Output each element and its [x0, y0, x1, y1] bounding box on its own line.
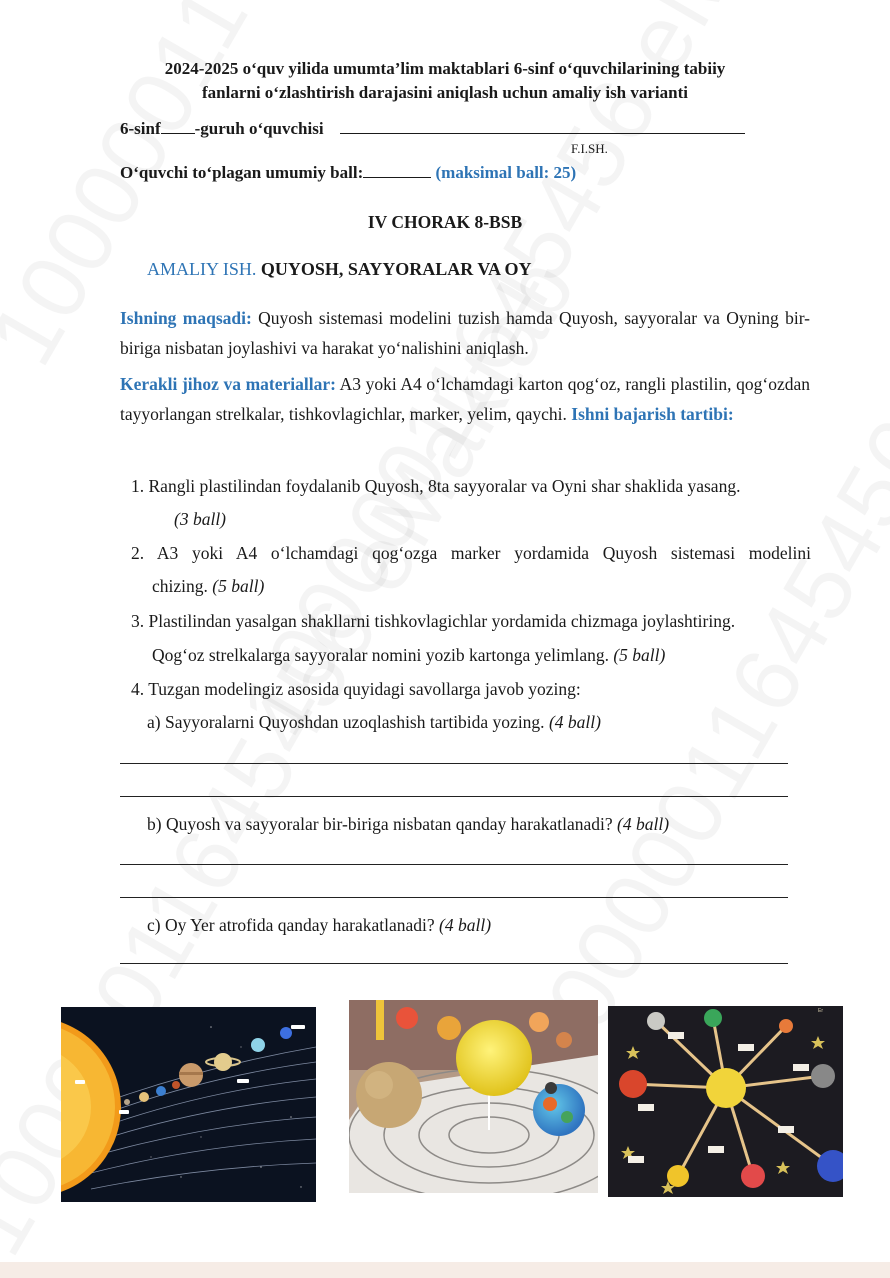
question-letter: a) [147, 712, 161, 732]
score-label: O‘quvchi to‘plagan umumiy ball: [120, 163, 364, 182]
worksheet-title-line-1: 2024-2025 o‘quv yilida umumta’lim maktablari 6-sinf o‘quvchilarining tabiiy [164, 59, 726, 78]
student-name-field[interactable] [340, 133, 745, 134]
step-text: Tuzgan modelingiz asosida quyidagi savollarga javob yozing: [148, 679, 581, 699]
step-2-cont [152, 574, 264, 598]
step-3 [131, 609, 735, 633]
question-points: (4 ball) [617, 814, 670, 834]
page-bottom-edge [0, 1262, 890, 1278]
materials-label: Kerakli jihoz va materiallar: [120, 374, 336, 394]
step-3-cont [152, 643, 665, 667]
answer-line[interactable] [120, 897, 788, 898]
question-text: Oy Yer atrofida qanday harakatlanadi? [164, 915, 435, 935]
step-points: (5 ball) [613, 645, 666, 665]
question-b [147, 812, 669, 836]
answer-line[interactable] [120, 963, 788, 964]
procedure-label: Ishni bajarish tartibi: [571, 404, 734, 424]
question-a [147, 710, 601, 734]
step-number: 4. [131, 679, 145, 699]
step-text: A3 yoki A4 o‘lchamdagi qog‘ozga marker yordamida Quyosh sistemasi modelini [156, 543, 811, 563]
image-label: Er [818, 1008, 823, 1014]
step-points: (5 ball) [212, 576, 265, 596]
step-number: 3. [131, 611, 145, 631]
max-score: (maksimal ball: 25) [435, 163, 577, 182]
step-text: Plastilindan yasalgan shakllarni tishkovlagichlar yordamida chizmaga joylashtiring. [148, 611, 736, 631]
group-number-field[interactable] [161, 133, 195, 134]
answer-line[interactable] [120, 763, 788, 764]
cardboard-model-photo [608, 1006, 843, 1197]
step-1 [131, 474, 740, 498]
step-4 [131, 677, 581, 701]
practical-heading [147, 259, 532, 280]
question-letter: c) [147, 915, 161, 935]
practical-label: AMALIY ISH. [147, 259, 257, 279]
answer-line[interactable] [120, 796, 788, 797]
materials-paragraph [120, 369, 810, 429]
question-c [147, 913, 491, 937]
materials-text: A3 yoki A4 o‘lchamdagi karton qog‘oz, rangli plastilin, qog‘ozdan tayyorlangan strelkalar, tishkovlagichlar, marker, yelim, qaychi. [120, 374, 810, 424]
step-text: Rangli plastilindan foydalanib Quyosh, 8ta sayyoralar va Oyni shar shaklida yasang. [148, 476, 741, 496]
step-text: Qog‘oz strelkalarga sayyoralar nomini yozib kartonga yelimlang. [152, 645, 609, 665]
score-field[interactable] [363, 177, 431, 178]
step-number: 1. [131, 476, 145, 496]
question-points: (4 ball) [439, 915, 492, 935]
quarter-heading: IV CHORAK 8-BSB [367, 212, 523, 232]
plasticine-model-photo [349, 1000, 598, 1193]
group-label: -guruh o‘quvchisi [194, 119, 324, 138]
step-number: 2. [131, 543, 145, 563]
answer-line[interactable] [120, 864, 788, 865]
practical-topic: QUYOSH, SAYYORALAR VA OY [260, 259, 532, 279]
fish-caption: F.I.SH. [571, 141, 608, 156]
score-row [120, 163, 576, 183]
goal-label: Ishning maqsadi: [120, 308, 252, 328]
goal-paragraph [120, 303, 810, 363]
goal-text: Quyosh sistemasi modelini tuzish hamda Quyosh, sayyoralar va Oyning bir-biriga nisbatan joylashivi va harakat yo‘nalishini aniqlash. [120, 308, 810, 358]
worksheet-title-line-2: fanlarni o‘zlashtirish darajasini aniqlash uchun amaliy ish varianti [201, 83, 688, 102]
question-letter: b) [147, 814, 162, 834]
step-1-points: (3 ball) [174, 509, 227, 529]
solar-system-diagram-photo [61, 1007, 316, 1202]
question-text: Quyosh va sayyoralar bir-biriga nisbatan qanday harakatlanadi? [165, 814, 613, 834]
question-text: Sayyoralarni Quyoshdan uzoqlashish tartibida yozing. [164, 712, 545, 732]
class-label: 6-sinf [120, 119, 161, 138]
step-2 [131, 541, 811, 565]
step-text: chizing. [152, 576, 208, 596]
question-points: (4 ball) [548, 712, 601, 732]
student-info-row [120, 119, 745, 139]
